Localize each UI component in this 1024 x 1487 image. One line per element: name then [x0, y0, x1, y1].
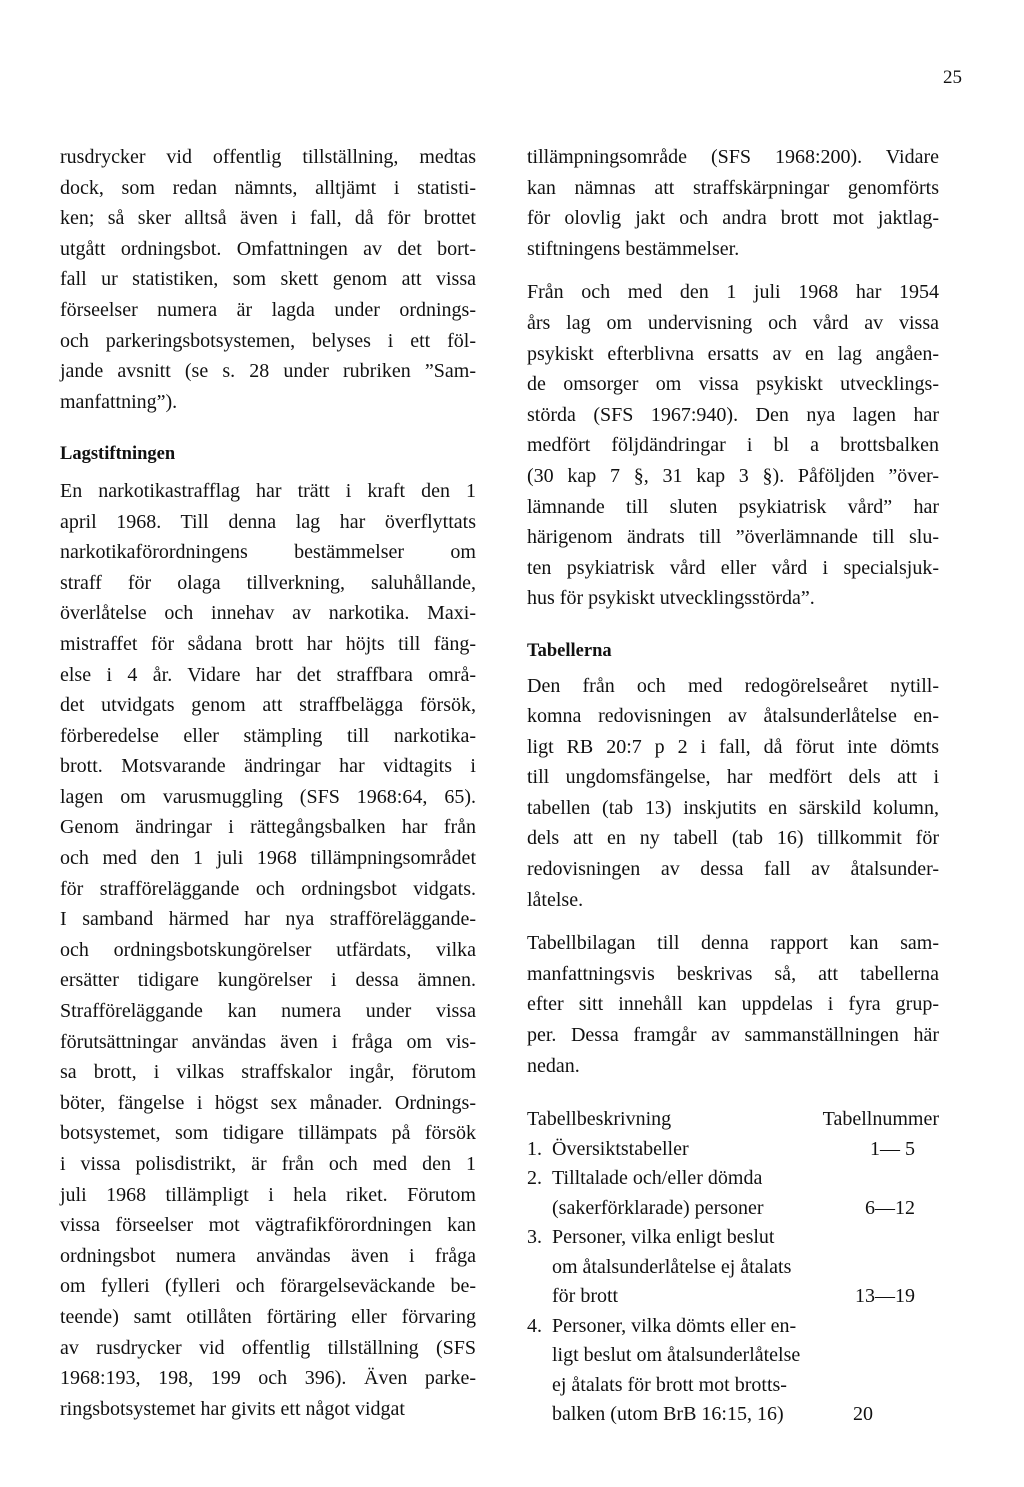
table-header-row [527, 1105, 939, 1135]
table-row-range: 20 [853, 1403, 873, 1426]
text-line: Från och med den 1 juli 1968 har 1954 [527, 281, 939, 304]
table-body [527, 1135, 939, 1430]
text-line: dock, som redan nämnts, alltjämt i statisti- [60, 176, 476, 199]
text-line: En narkotikastrafflag har trätt i kraft den 1 [60, 479, 476, 502]
text-line: botsystemet, som tidigare tillämpats på försök [60, 1122, 476, 1145]
text-line: för olovlig jakt och andra brott mot jaktlag- [527, 207, 939, 230]
text-line: april 1968. Till denna lag har överflyttats [60, 510, 476, 533]
text-line: per. Dessa framgår av sammanställningen här [527, 1024, 939, 1047]
text-line: Tabellbilagan till denna rapport kan sam- [527, 932, 939, 955]
table-row [527, 1312, 939, 1342]
section-heading-lagstiftningen: Lagstiftningen [60, 444, 176, 465]
table-header-number: Tabellnummer [822, 1108, 939, 1131]
right-column [527, 142, 939, 1430]
text-line: det utvidgats genom att straffbelägga försök, [60, 694, 476, 717]
text-line: medfört följdändringar i bl a brottsbalken [527, 434, 939, 457]
text-line: års lag om undervisning och vård av vissa [527, 311, 939, 334]
text-line: mistraffet för sådana brott har höjts till fäng- [60, 632, 476, 655]
table-row-number: 4. [527, 1314, 542, 1337]
table-row [527, 1164, 939, 1194]
text-line: förutsättningar användas även i fråga om vis- [60, 1030, 476, 1053]
text-line: redovisningen av dessa fall av åtalsunder- [527, 858, 939, 881]
text-line: dels att en ny tabell (tab 16) tillkommit för [527, 827, 939, 850]
left-column [60, 142, 476, 1424]
text-line: de omsorger om vissa psykiskt utvecklings- [527, 373, 939, 396]
table-row-description: (sakerförklarade) personer [552, 1196, 764, 1219]
text-line: störda (SFS 1967:940). Den nya lagen har [527, 403, 939, 426]
text-line: och ordningsbotskungörelser utfärdats, vilka [60, 938, 476, 961]
page-number: 25 [943, 67, 962, 88]
text-line: fall ur statistiken, som skett genom att vissa [60, 268, 476, 291]
text-line: för strafföreläggande och ordningsbot vidgats. [60, 877, 476, 900]
text-line: och parkeringsbotsystemen, belyses i ett föl- [60, 329, 476, 352]
text-line: Genom ändringar i rättegångsbalken har från [60, 816, 476, 839]
table-row [527, 1341, 939, 1371]
table-row-description: ligt beslut om åtalsunderlåtelse [552, 1344, 801, 1367]
text-line: ken; så sker alltså även i fall, då för brottet [60, 207, 476, 230]
text-line: ordningsbot numera användas även i fråga [60, 1244, 476, 1267]
text-line: ligt RB 20:7 p 2 i fall, då förut inte dömts [527, 735, 939, 758]
text-line: utgått ordningsbot. Omfattningen av det bort- [60, 237, 476, 260]
text-line: brott. Motsvarande ändringar har vidtagits i [60, 755, 476, 778]
text-line: I samband härmed har nya strafföreläggande- [60, 908, 476, 931]
text-line: rusdrycker vid offentlig tillställning, medtas [60, 146, 476, 168]
table-row [527, 1282, 939, 1312]
table-overview [527, 1105, 939, 1430]
text-line: lagen om varusmuggling (SFS 1968:64, 65). [60, 785, 476, 808]
table-row-number: 1. [527, 1137, 542, 1160]
text-line: 1968:193, 198, 199 och 396). Även parke- [60, 1367, 476, 1390]
text-line: vissa förseelser mot vägtrafikförordningen kan [60, 1214, 476, 1237]
table-row-description: Personer, vilka dömts eller en- [552, 1314, 797, 1337]
text-line: ten psykiatrisk vård eller vård i specialsjuk- [527, 556, 939, 579]
text-line: av rusdrycker vid offentlig tillställning (SFS [60, 1336, 476, 1359]
text-line: else i 4 år. Vidare har det straffbara områ- [60, 663, 476, 686]
text-line: hus för psykiskt utvecklingsstörda”. [527, 587, 815, 610]
text-line: överlåtelse och innehav av narkotika. Maxi- [60, 602, 476, 625]
text-line: tabellen (tab 13) inskjutits en särskild kolumn, [527, 796, 939, 819]
text-line: narkotikaförordningens bestämmelser om [60, 541, 476, 564]
table-row [527, 1253, 939, 1283]
section-heading-tabellerna: Tabellerna [527, 640, 612, 661]
text-line: och med den 1 juli 1968 tillämpningsområdet [60, 847, 476, 870]
table-header-description: Tabellbeskrivning [527, 1108, 672, 1131]
text-line: sa brott, i vilkas straffskalor ingår, förutom [60, 1061, 476, 1084]
table-row-description: Översiktstabeller [552, 1137, 689, 1160]
table-row [527, 1135, 939, 1165]
table-row [527, 1223, 939, 1253]
table-row [527, 1371, 939, 1401]
text-line: tillämpningsområde (SFS 1968:200). Vidare [527, 146, 939, 168]
right-paragraph-3 [527, 671, 939, 916]
text-line: manfattning”). [60, 390, 178, 413]
text-line: i vissa polisdistrikt, är från och med den 1 [60, 1153, 476, 1175]
text-line: jande avsnitt (se s. 28 under rubriken ”Sam- [60, 360, 476, 383]
text-line: till ungdomsfängelse, har medfört dels att i [527, 766, 939, 789]
text-line: ringsbotsystemet har givits ett något vidgat [60, 1397, 405, 1420]
right-paragraph-4 [527, 928, 939, 1081]
table-row-description: ej åtalats för brott mot brotts- [552, 1373, 787, 1396]
text-line: kan nämnas att straffskärpningar genomförts [527, 176, 939, 199]
text-line: härigenom ändrats till ”överlämnande till slu- [527, 526, 939, 549]
table-row-description: Tilltalade och/eller dömda [552, 1167, 763, 1190]
table-row-description: om åtalsunderlåtelse ej åtalats [552, 1255, 792, 1278]
text-line: stiftningens bestämmelser. [527, 237, 740, 260]
text-line: juli 1968 tillämpligt i hela riket. Förutom [60, 1183, 476, 1206]
text-line: straff för olaga tillverkning, saluhållande, [60, 571, 476, 594]
table-row-number: 3. [527, 1226, 542, 1249]
table-row-number: 2. [527, 1167, 542, 1190]
table-row [527, 1194, 939, 1224]
text-line: om fylleri (fylleri och förargelseväckande be- [60, 1275, 476, 1298]
table-row-description: balken (utom BrB 16:15, 16) [552, 1403, 784, 1426]
text-line: efter sitt innehåll kan uppdelas i fyra grup- [527, 993, 939, 1016]
table-row-description: Personer, vilka enligt beslut [552, 1226, 775, 1249]
table-row-range: 6—12 [865, 1196, 915, 1219]
text-line: Strafföreläggande kan numera under vissa [60, 1000, 476, 1023]
right-paragraph-1 [527, 142, 939, 264]
table-row [527, 1400, 939, 1430]
text-line: (30 kap 7 §, 31 kap 3 §). Påföljden ”över- [527, 464, 939, 487]
text-line: låtelse. [527, 888, 584, 911]
left-paragraph-2 [60, 476, 476, 1424]
text-line: komna redovisningen av åtalsunderlåtelse en- [527, 705, 939, 728]
text-line: förseelser numera är lagda under ordnings- [60, 298, 476, 321]
table-row-range: 1— 5 [870, 1137, 915, 1160]
table-row-range: 13—19 [855, 1285, 915, 1308]
text-line: manfattningsvis beskrivas så, att tabellerna [527, 962, 939, 985]
left-paragraph-1 [60, 142, 476, 417]
text-line: nedan. [527, 1054, 580, 1077]
table-row-description: för brott [552, 1285, 619, 1308]
text-line: Den från och med redogörelseåret nytill- [527, 674, 939, 697]
text-line: teende) samt otillåten förtäring eller förvaring [60, 1305, 476, 1328]
text-line: förberedelse eller stämpling till narkotika- [60, 724, 476, 747]
text-line: psykiskt efterblivna ersatts av en lag angåen- [527, 342, 939, 365]
text-line: lämnande till sluten psykiatrisk vård” har [527, 495, 939, 518]
right-paragraph-2 [527, 277, 939, 614]
text-line: ersätter tidigare kungörelser i dessa ämnen. [60, 969, 476, 992]
text-line: böter, fängelse i högst sex månader. Ordnings- [60, 1091, 476, 1114]
